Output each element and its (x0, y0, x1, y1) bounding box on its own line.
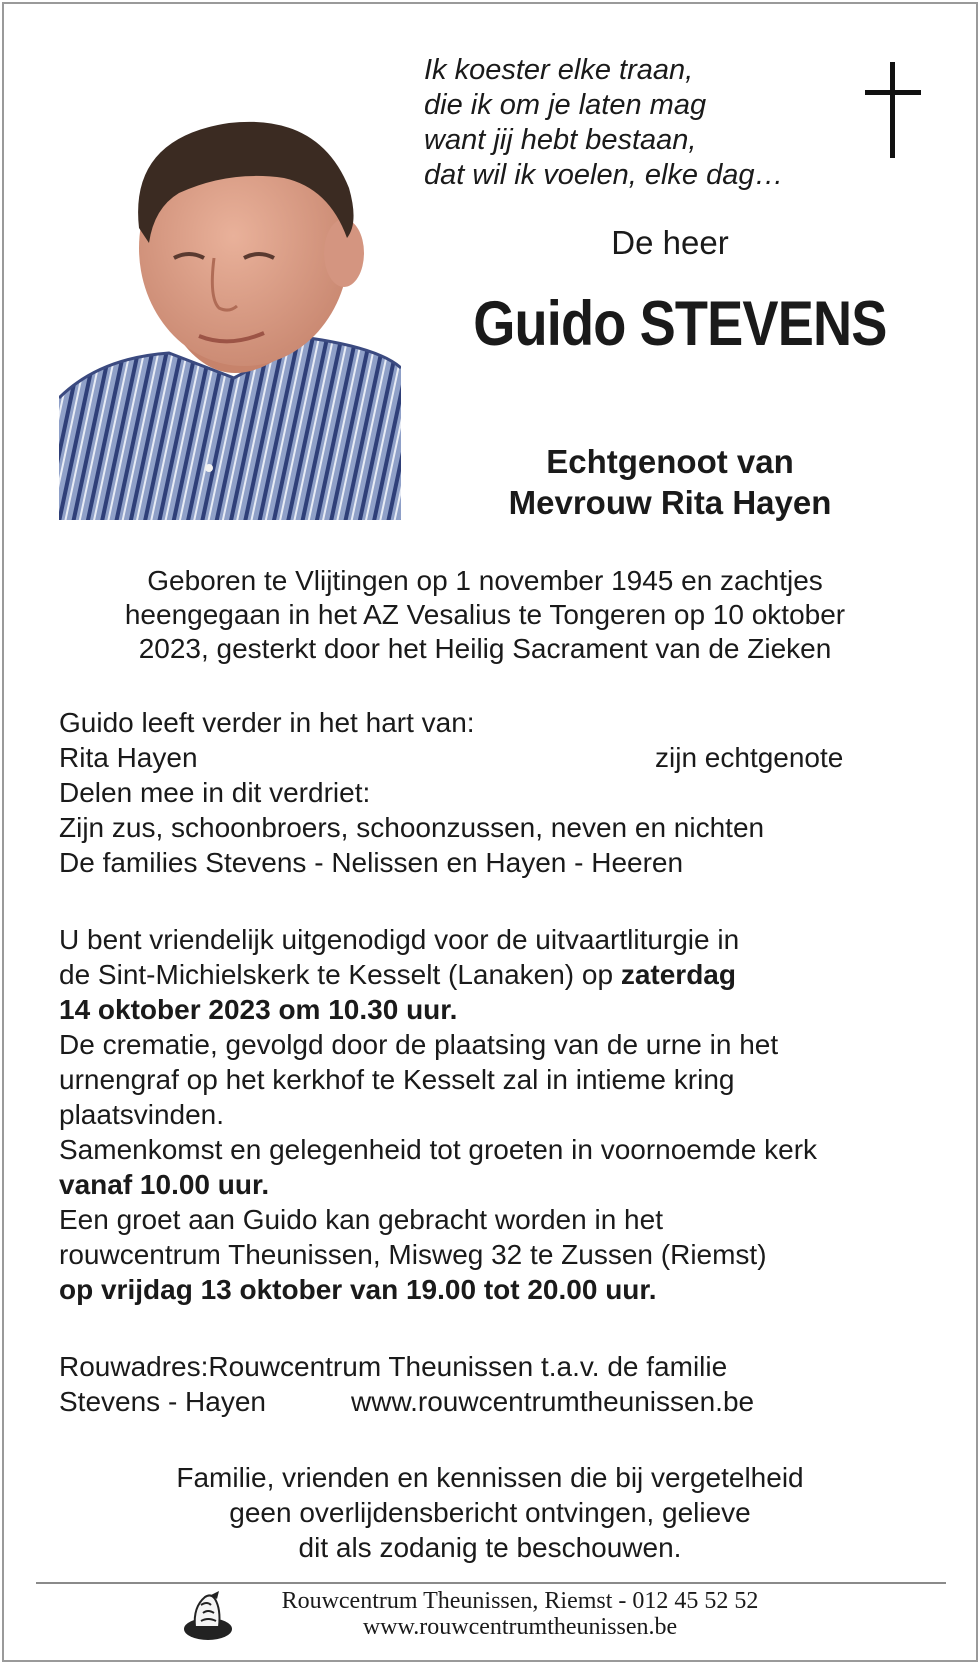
survivors-intro: Guido leeft verder in het hart van: (59, 707, 475, 738)
poem (424, 53, 783, 193)
salutation: De heer (611, 224, 729, 261)
address-family: Stevens - Hayen (59, 1386, 266, 1417)
share-intro: Delen mee in dit verdriet: (59, 777, 371, 808)
poem-line: die ik om je laten mag (424, 89, 707, 121)
cremation-line: urnengraf op het kerkhof te Kesselt zal in intieme kring (59, 1064, 735, 1095)
birth-death-info (60, 564, 910, 666)
invite-line (59, 957, 939, 992)
greeting-line: rouwcentrum Theunissen, Misweg 32 te Zussen (Riemst) (59, 1239, 767, 1270)
birth-line: 2023, gesterkt door het Heilig Sacrament van de Zieken (138, 633, 832, 664)
spouse-row (59, 740, 919, 775)
funeral-home-logo-icon (181, 1589, 235, 1643)
spouse-block (450, 441, 890, 523)
survivors-block (59, 705, 919, 880)
notice-line: geen overlijdensbericht ontvingen, gelieve (229, 1497, 751, 1528)
footer-company-phone: Rouwcentrum Theunissen, Riemst - 012 45 52 52 (281, 1588, 759, 1614)
spouse-line-2: Mevrouw Rita Hayen (508, 484, 832, 521)
notice-block (80, 1460, 900, 1565)
cross-icon (865, 62, 921, 158)
cremation-line: De crematie, gevolgd door de plaatsing van de urne in het (59, 1029, 779, 1060)
deceased-name: Guido STEVENS (473, 289, 887, 359)
greeting-time: op vrijdag 13 oktober van 19.00 tot 20.00 uur. (59, 1274, 657, 1305)
address-line-2 (59, 1384, 919, 1419)
gathering-time: vanaf 10.00 uur. (59, 1169, 270, 1200)
spouse-relation: zijn echtgenote (655, 742, 844, 773)
invite-datetime: 14 oktober 2023 om 10.30 uur. (59, 994, 458, 1025)
funeral-invitation (59, 922, 939, 1307)
poem-line: Ik koester elke traan, (424, 54, 694, 86)
notice-line: Familie, vrienden en kennissen die bij vergetelheid (176, 1462, 804, 1493)
invite-day: zaterdag (620, 959, 736, 990)
footer-divider (36, 1582, 946, 1584)
address-website-link[interactable]: www.rouwcentrumtheunissen.be (351, 1386, 755, 1417)
cremation-line: plaatsvinden. (59, 1099, 225, 1130)
greeting-line: Een groet aan Guido kan gebracht worden in het (59, 1204, 663, 1235)
poem-line: want jij hebt bestaan, (424, 124, 697, 156)
invite-text: de Sint-Michielskerk te Kesselt (Lanaken) op (59, 959, 621, 990)
portrait-photo (59, 108, 401, 520)
notice-line: dit als zodanig te beschouwen. (298, 1532, 682, 1563)
poem-line: dat wil ik voelen, elke dag… (424, 159, 784, 191)
invite-line: U bent vriendelijk uitgenodigd voor de uitvaartliturgie in (59, 924, 740, 955)
families: De families Stevens - Nelissen en Hayen - Heeren (59, 847, 684, 878)
address-line: Rouwadres:Rouwcentrum Theunissen t.a.v. de familie (59, 1351, 728, 1382)
footer-website-link[interactable]: www.rouwcentrumtheunissen.be (362, 1614, 678, 1640)
gathering-line: Samenkomst en gelegenheid tot groeten in voornoemde kerk (59, 1134, 818, 1165)
relatives: Zijn zus, schoonbroers, schoonzussen, neven en nichten (59, 812, 765, 843)
birth-line: heengegaan in het AZ Vesalius te Tongeren op 10 oktober (124, 599, 846, 630)
spouse-name: Rita Hayen (59, 742, 198, 773)
mourning-address (59, 1349, 919, 1419)
birth-line: Geboren te Vlijtingen op 1 november 1945 en zachtjes (147, 565, 823, 596)
footer-contact (235, 1588, 805, 1640)
spouse-line-1: Echtgenoot van (546, 443, 794, 480)
